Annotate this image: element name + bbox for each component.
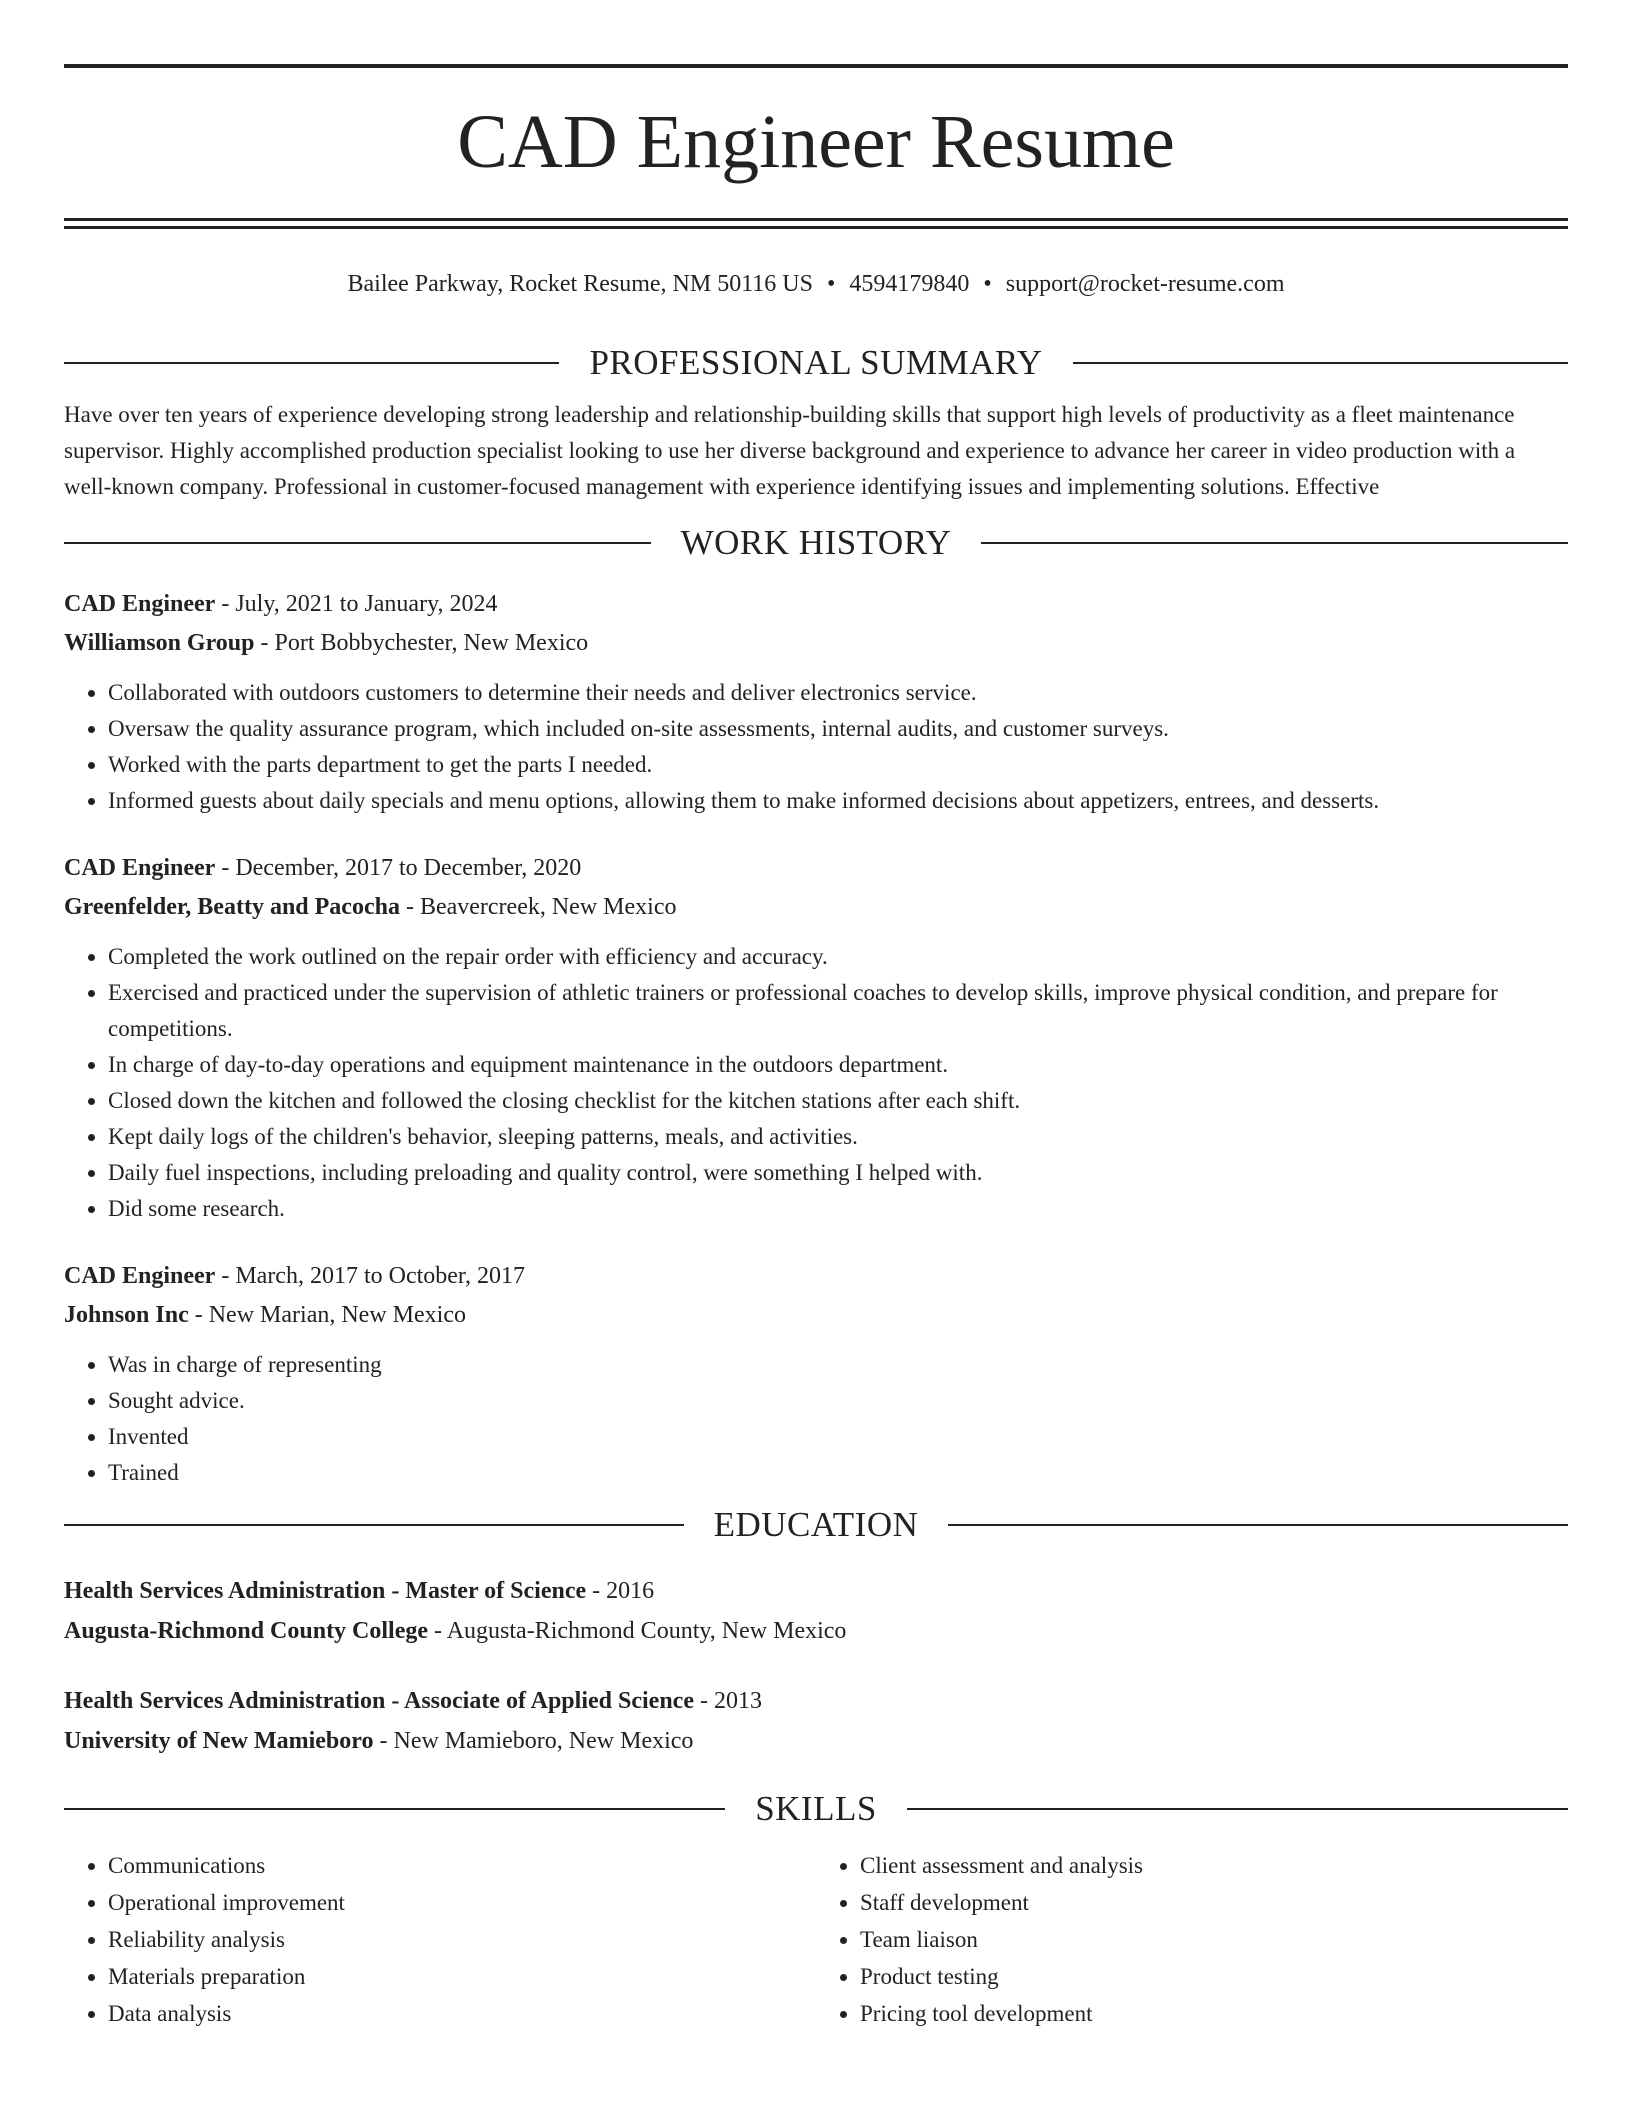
section-title: WORK HISTORY bbox=[680, 523, 952, 562]
job-bullet: • Collaborated with outdoors customers to determine their needs and deliver electronics service. bbox=[108, 675, 1568, 711]
job-title: CAD Engineer bbox=[64, 855, 216, 881]
job-bullet: • Invented bbox=[108, 1419, 1568, 1455]
divider-line bbox=[64, 542, 651, 544]
job-location: - New Marian, New Mexico bbox=[188, 1302, 466, 1328]
job-bullet: • Daily fuel inspections, including preloading and quality control, were something I helped with. bbox=[108, 1155, 1568, 1191]
education-year: - 2016 bbox=[586, 1578, 655, 1604]
job-bullet: • Did some research. bbox=[108, 1191, 1568, 1227]
job-bullet: • In charge of day-to-day operations and equipment maintenance in the outdoors department. bbox=[108, 1047, 1568, 1083]
section-header-summary bbox=[64, 343, 1568, 383]
section-title: PROFESSIONAL SUMMARY bbox=[589, 343, 1043, 382]
education-school-line bbox=[64, 1721, 1568, 1761]
skill-item: • Data analysis bbox=[108, 1995, 816, 2032]
top-rule bbox=[64, 64, 1568, 68]
job-dates: - December, 2017 to December, 2020 bbox=[215, 855, 582, 881]
job-bullets bbox=[64, 1347, 1568, 1491]
divider-line bbox=[64, 362, 559, 364]
job-bullet: • Informed guests about daily specials and menu options, allowing them to make informed decisions about appetizers, entrees, and desserts. bbox=[108, 783, 1568, 819]
education-degree-line bbox=[64, 1571, 1568, 1611]
skill-item: • Team liaison bbox=[860, 1921, 1568, 1958]
skill-item: • Product testing bbox=[860, 1958, 1568, 1995]
section-title: EDUCATION bbox=[713, 1505, 919, 1544]
contact-separator: • bbox=[983, 271, 992, 297]
job-location: - Beavercreek, New Mexico bbox=[399, 894, 677, 920]
job-bullet: • Exercised and practiced under the supervision of athletic trainers or professional coaches to develop skills, improve physical condition, and prepare for competitions. bbox=[108, 975, 1568, 1047]
skills-columns bbox=[64, 1847, 1568, 2032]
resume-title: CAD Engineer Resume bbox=[457, 100, 1175, 184]
skill-item: • Staff development bbox=[860, 1884, 1568, 1921]
education-location: - Augusta-Richmond County, New Mexico bbox=[428, 1618, 847, 1644]
job-bullet: • Sought advice. bbox=[108, 1383, 1568, 1419]
work-history-list bbox=[64, 585, 1568, 1491]
skills-list-right bbox=[816, 1847, 1568, 2032]
contact-separator: • bbox=[826, 271, 836, 297]
section-header-education bbox=[64, 1505, 1568, 1545]
skill-item: • Communications bbox=[108, 1847, 816, 1884]
job-dates: - March, 2017 to October, 2017 bbox=[215, 1263, 525, 1289]
summary-text: Have over ten years of experience developing strong leadership and relationship-building skills that support high levels of productivity as a fleet maintenance supervisor. Highly accomplished production specialist looking to use her diverse background and experience to advance her career in video production with a well-known company. Professional in customer-focused management with experience identifying issues and implementing solutions. Effective bbox=[64, 402, 1516, 499]
education-degree: Health Services Administration - Master of Science bbox=[64, 1578, 587, 1604]
job-company-line bbox=[64, 888, 1568, 927]
divider-line bbox=[64, 1524, 684, 1526]
job-location: - Port Bobbychester, New Mexico bbox=[254, 630, 589, 656]
contact-phone: 4594179840 bbox=[849, 271, 970, 297]
skill-item: • Client assessment and analysis bbox=[860, 1847, 1568, 1884]
job-bullet: • Oversaw the quality assurance program, which included on-site assessments, internal audits, and customer surveys. bbox=[108, 711, 1568, 747]
job-dates: - July, 2021 to January, 2024 bbox=[215, 591, 498, 617]
job-bullet: • Completed the work outlined on the repair order with efficiency and accuracy. bbox=[108, 939, 1568, 975]
job-entry bbox=[64, 585, 1568, 819]
contact-address: Bailee Parkway, Rocket Resume, NM 50116 US bbox=[347, 271, 813, 297]
contact-email: support@rocket-resume.com bbox=[1005, 271, 1285, 297]
job-company-line bbox=[64, 624, 1568, 663]
job-company: Johnson Inc bbox=[64, 1302, 189, 1328]
divider-line bbox=[981, 542, 1568, 544]
skill-item: • Operational improvement bbox=[108, 1884, 816, 1921]
job-title-line bbox=[64, 849, 1568, 888]
education-entry bbox=[64, 1571, 1568, 1651]
education-school-line bbox=[64, 1611, 1568, 1651]
job-title: CAD Engineer bbox=[64, 1263, 216, 1289]
divider-line bbox=[64, 1808, 725, 1810]
skill-item: • Materials preparation bbox=[108, 1958, 816, 1995]
section-title: SKILLS bbox=[755, 1789, 877, 1828]
job-title-line bbox=[64, 1257, 1568, 1296]
job-title: CAD Engineer bbox=[64, 591, 216, 617]
education-entry bbox=[64, 1681, 1568, 1761]
job-bullet: • Kept daily logs of the children's behavior, sleeping patterns, meals, and activities. bbox=[108, 1119, 1568, 1155]
job-bullet: • Closed down the kitchen and followed the closing checklist for the kitchen stations after each shift. bbox=[108, 1083, 1568, 1119]
divider-line bbox=[948, 1524, 1568, 1526]
title-double-rule bbox=[64, 218, 1568, 229]
skills-list-left bbox=[64, 1847, 816, 2032]
job-company: Williamson Group bbox=[64, 630, 255, 656]
section-header-skills bbox=[64, 1789, 1568, 1829]
education-degree-line bbox=[64, 1681, 1568, 1721]
job-company-line bbox=[64, 1296, 1568, 1335]
resume-page bbox=[64, 64, 1568, 2032]
education-school: University of New Mamieboro bbox=[64, 1728, 374, 1754]
education-location: - New Mamieboro, New Mexico bbox=[373, 1728, 694, 1754]
job-entry bbox=[64, 1257, 1568, 1491]
job-bullet: • Worked with the parts department to get the parts I needed. bbox=[108, 747, 1568, 783]
skill-item: • Reliability analysis bbox=[108, 1921, 816, 1958]
section-header-work bbox=[64, 523, 1568, 563]
job-bullet: • Trained bbox=[108, 1455, 1568, 1491]
job-bullets bbox=[64, 675, 1568, 819]
job-bullets bbox=[64, 939, 1568, 1227]
education-year: - 2013 bbox=[693, 1688, 762, 1714]
divider-line bbox=[907, 1808, 1568, 1810]
skill-item: • Pricing tool development bbox=[860, 1995, 1568, 2032]
job-company: Greenfelder, Beatty and Pacocha bbox=[64, 894, 400, 920]
education-degree: Health Services Administration - Associate of Applied Science bbox=[64, 1688, 694, 1714]
job-bullet: • Was in charge of representing bbox=[108, 1347, 1568, 1383]
education-school: Augusta-Richmond County College bbox=[64, 1618, 429, 1644]
education-list bbox=[64, 1571, 1568, 1761]
job-title-line bbox=[64, 585, 1568, 624]
contact-line bbox=[64, 269, 1568, 299]
divider-line bbox=[1073, 362, 1568, 364]
job-entry bbox=[64, 849, 1568, 1227]
